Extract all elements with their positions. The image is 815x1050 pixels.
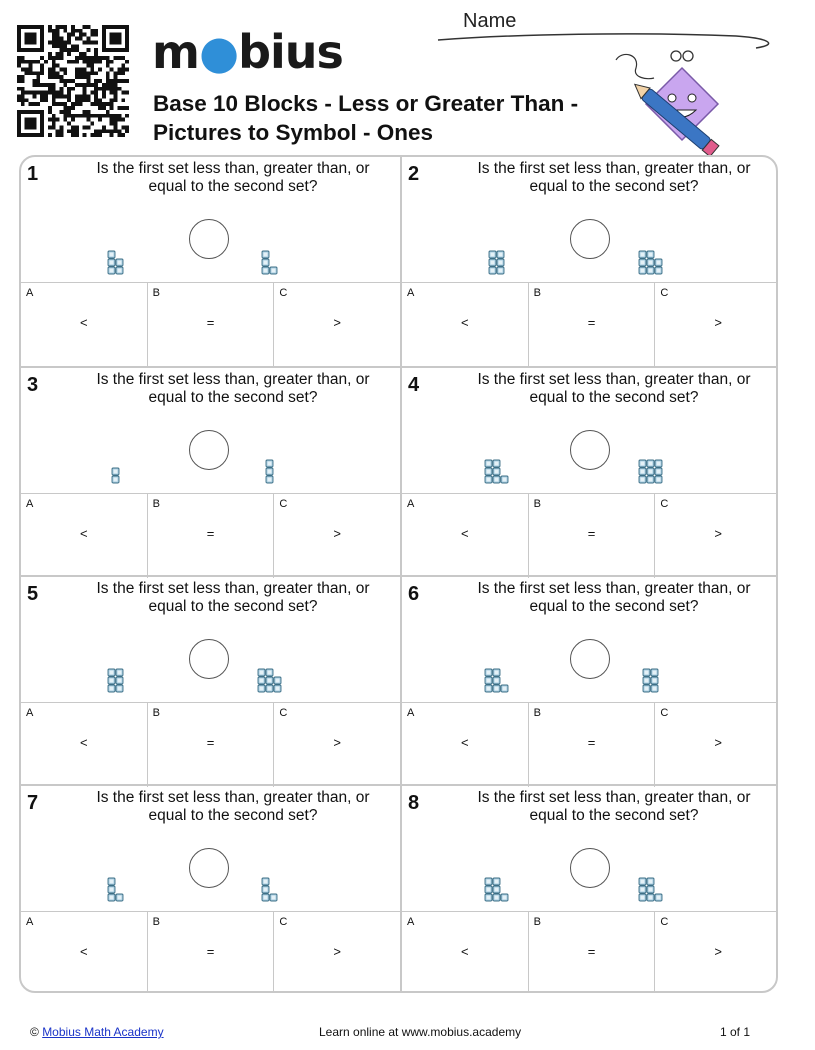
answer-choices [21,493,400,578]
choice-option[interactable] [654,912,778,993]
choice-letter: A [407,287,415,299]
ones-cube-icon [639,251,646,258]
ones-cube-icon [266,677,273,684]
choice-letter: B [533,498,542,510]
choice-option[interactable] [147,283,274,367]
answer-choices [402,911,778,993]
ones-cube-icon [655,894,662,901]
ones-cube-icon [112,476,119,483]
choice-symbol: = [206,315,215,330]
ones-cube-icon [647,460,654,467]
choice-letter: C [279,498,288,510]
ones-cube-icon [108,267,115,274]
ones-cube-icon [266,476,273,483]
ones-cube-icon [116,669,123,676]
choice-symbol: = [587,526,596,541]
choice-letter: C [660,498,669,510]
choice-option[interactable] [402,283,528,367]
choice-option[interactable] [273,494,400,578]
ones-cube-icon [643,685,650,692]
first-set-blocks [462,653,532,693]
first-set-blocks [462,235,532,275]
question-text: Is the first set less than, greater than, or equal to the second set? [477,160,751,195]
ones-cube-icon [647,259,654,266]
answer-choices [402,702,778,787]
ones-cube-icon [493,460,500,467]
choice-symbol: < [461,735,469,750]
choice-symbol: < [461,315,469,330]
ones-cube-icon [485,476,492,483]
ones-cube-icon [485,685,492,692]
ones-cube-icon [108,685,115,692]
choice-symbol: = [206,944,215,959]
second-set-blocks [616,235,686,275]
ones-cube-icon [258,669,265,676]
ones-cube-icon [485,894,492,901]
choice-letter: C [279,916,288,928]
ones-cube-icon [639,259,646,266]
choice-symbol: < [461,526,469,541]
question-text: Is the first set less than, greater than, or equal to the second set? [477,580,751,615]
ones-cube-icon [262,894,269,901]
choice-letter: C [279,707,288,719]
ones-cube-icon [497,259,504,266]
ones-cube-icon [258,677,265,684]
ones-cube-icon [643,669,650,676]
choice-option[interactable] [273,912,400,993]
answer-choices [402,282,778,367]
choice-symbol: = [587,315,596,330]
answer-circle[interactable] [570,848,610,888]
ones-cube-icon [639,878,646,885]
ones-cube-icon [639,468,646,475]
ones-cube-icon [647,894,654,901]
choice-symbol: > [333,526,341,541]
ones-cube-icon [108,251,115,258]
name-label: Name [463,10,517,32]
ones-cube-icon [651,677,658,684]
ones-cube-icon [108,878,115,885]
choice-symbol: = [587,944,596,959]
choice-letter: B [533,916,542,928]
ones-cube-icon [655,267,662,274]
problem-number: 3 [27,374,39,396]
ones-cube-icon [647,267,654,274]
first-set-blocks [81,653,151,693]
choice-letter: B [533,287,542,299]
ones-cube-icon [266,685,273,692]
problem-card [21,784,400,993]
answer-circle[interactable] [189,430,229,470]
answer-circle[interactable] [189,219,229,259]
choice-symbol: = [206,735,215,750]
ones-cube-icon [266,468,273,475]
ones-cube-icon [497,251,504,258]
ones-cube-icon [493,476,500,483]
second-set-blocks [235,653,305,693]
problem-card [21,157,400,366]
ones-cube-icon [262,886,269,893]
ones-cube-icon [266,460,273,467]
ones-cube-icon [116,685,123,692]
choice-option[interactable] [273,283,400,367]
first-set-blocks [81,444,151,484]
second-set-blocks [235,444,305,484]
mobius-logo: m●bius [152,25,343,79]
title-line-2: Pictures to Symbol - Ones [153,120,434,145]
first-set-blocks [462,862,532,902]
page-title [153,89,578,147]
choice-letter: C [660,916,669,928]
choice-letter: B [533,707,542,719]
ones-cube-icon [501,894,508,901]
ones-cube-icon [116,894,123,901]
choice-symbol: > [333,735,341,750]
ones-cube-icon [112,468,119,475]
choice-option[interactable] [654,494,778,578]
ones-cube-icon [485,677,492,684]
ones-cube-icon [116,259,123,266]
choice-letter: A [407,498,415,510]
ones-cube-icon [639,267,646,274]
pencil-mascot-icon [612,38,752,156]
ones-cube-icon [262,251,269,258]
problem-number: 7 [27,792,39,814]
answer-circle[interactable] [570,430,610,470]
ones-cube-icon [501,685,508,692]
ones-cube-icon [266,669,273,676]
problem-number: 6 [408,583,420,605]
choice-letter: B [152,498,161,510]
problem-number: 8 [408,792,420,814]
ones-cube-icon [274,677,281,684]
choice-symbol: < [80,944,88,959]
ones-cube-icon [485,669,492,676]
choice-option[interactable] [21,703,147,787]
choice-option[interactable] [147,912,274,993]
problem-card [21,366,400,575]
ones-cube-icon [647,251,654,258]
ones-cube-icon [485,886,492,893]
footer-copyright [30,1025,164,1039]
title-line-1: Base 10 Blocks - Less or Greater Than - [153,91,579,116]
ones-cube-icon [493,886,500,893]
answer-choices [402,493,778,578]
ones-cube-icon [655,259,662,266]
academy-link[interactable]: Mobius Math Academy [42,1025,164,1039]
ones-cube-icon [270,894,277,901]
question-text: Is the first set less than, greater than, or equal to the second set? [477,789,751,824]
first-set-blocks [81,862,151,902]
ones-cube-icon [485,878,492,885]
answer-circle[interactable] [189,639,229,679]
choice-option[interactable] [528,494,655,578]
choice-option[interactable] [528,283,655,367]
choice-letter: A [26,287,34,299]
choice-symbol: < [461,944,469,959]
ones-cube-icon [647,468,654,475]
problem-number: 5 [27,583,39,605]
second-set-blocks [616,653,686,693]
ones-cube-icon [655,468,662,475]
ones-cube-icon [639,894,646,901]
problem-card [400,784,778,993]
choice-option[interactable] [147,494,274,578]
choice-symbol: < [80,735,88,750]
ones-cube-icon [639,886,646,893]
second-set-blocks [616,444,686,484]
ones-cube-icon [108,259,115,266]
problem-number: 1 [27,163,39,185]
ones-cube-icon [651,669,658,676]
ones-cube-icon [274,685,281,692]
choice-letter: A [26,916,34,928]
second-set-blocks [235,862,305,902]
page-number: 1 of 1 [720,1025,751,1039]
ones-cube-icon [108,669,115,676]
choice-letter: B [152,916,161,928]
ones-cube-icon [116,267,123,274]
choice-symbol: > [714,315,722,330]
choice-symbol: = [587,735,596,750]
second-set-blocks [235,235,305,275]
choice-symbol: < [80,526,88,541]
ones-cube-icon [655,460,662,467]
ones-cube-icon [655,476,662,483]
answer-circle[interactable] [189,848,229,888]
qr-code-icon [17,25,129,137]
ones-cube-icon [639,476,646,483]
choice-letter: A [26,498,34,510]
choice-letter: B [152,287,161,299]
problem-card [400,575,778,784]
choice-symbol: > [333,944,341,959]
problem-number: 4 [408,374,420,396]
problem-card [400,157,778,366]
question-text: Is the first set less than, greater than, or equal to the second set? [96,371,370,406]
ones-cube-icon [647,878,654,885]
choice-option[interactable] [273,703,400,787]
problem-card [400,366,778,575]
question-text: Is the first set less than, greater than, or equal to the second set? [96,789,370,824]
question-text: Is the first set less than, greater than, or equal to the second set? [96,580,370,615]
problem-grid [19,155,778,993]
choice-symbol: > [333,315,341,330]
choice-letter: C [660,707,669,719]
ones-cube-icon [493,878,500,885]
problem-number: 2 [408,163,420,185]
question-text: Is the first set less than, greater than, or equal to the second set? [96,160,370,195]
choice-option[interactable] [654,283,778,367]
ones-cube-icon [108,894,115,901]
ones-cube-icon [489,251,496,258]
ones-cube-icon [493,468,500,475]
question-text: Is the first set less than, greater than, or equal to the second set? [477,371,751,406]
ones-cube-icon [485,460,492,467]
choice-letter: B [152,707,161,719]
choice-option[interactable] [402,912,528,993]
answer-choices [21,702,400,787]
ones-cube-icon [493,677,500,684]
ones-cube-icon [108,677,115,684]
ones-cube-icon [651,685,658,692]
choice-option[interactable] [402,494,528,578]
choice-symbol: = [206,526,215,541]
ones-cube-icon [108,886,115,893]
ones-cube-icon [262,267,269,274]
choice-symbol: > [714,944,722,959]
choice-letter: C [279,287,288,299]
choice-letter: A [26,707,34,719]
choice-symbol: > [714,735,722,750]
choice-option[interactable] [528,703,655,787]
choice-option[interactable] [402,703,528,787]
ones-cube-icon [493,894,500,901]
ones-cube-icon [485,468,492,475]
ones-cube-icon [493,685,500,692]
footer-learn-online: Learn online at www.mobius.academy [319,1025,522,1039]
first-set-blocks [462,444,532,484]
choice-option[interactable] [147,703,274,787]
ones-cube-icon [262,878,269,885]
ones-cube-icon [258,685,265,692]
choice-symbol: > [714,526,722,541]
ones-cube-icon [493,669,500,676]
first-set-blocks [81,235,151,275]
ones-cube-icon [262,259,269,266]
copyright-symbol: © [30,1025,39,1039]
choice-symbol: < [80,315,88,330]
ones-cube-icon [489,259,496,266]
answer-choices [21,911,400,993]
choice-option[interactable] [528,912,655,993]
choice-option[interactable] [21,283,147,367]
ones-cube-icon [643,677,650,684]
choice-option[interactable] [654,703,778,787]
ones-cube-icon [639,460,646,467]
answer-circle[interactable] [570,219,610,259]
choice-option[interactable] [21,494,147,578]
problem-card [21,575,400,784]
ones-cube-icon [497,267,504,274]
choice-letter: A [407,916,415,928]
answer-choices [21,282,400,367]
choice-letter: C [660,287,669,299]
ones-cube-icon [116,677,123,684]
choice-option[interactable] [21,912,147,993]
second-set-blocks [616,862,686,902]
ones-cube-icon [647,886,654,893]
ones-cube-icon [270,267,277,274]
ones-cube-icon [501,476,508,483]
ones-cube-icon [489,267,496,274]
choice-letter: A [407,707,415,719]
ones-cube-icon [647,476,654,483]
answer-circle[interactable] [570,639,610,679]
